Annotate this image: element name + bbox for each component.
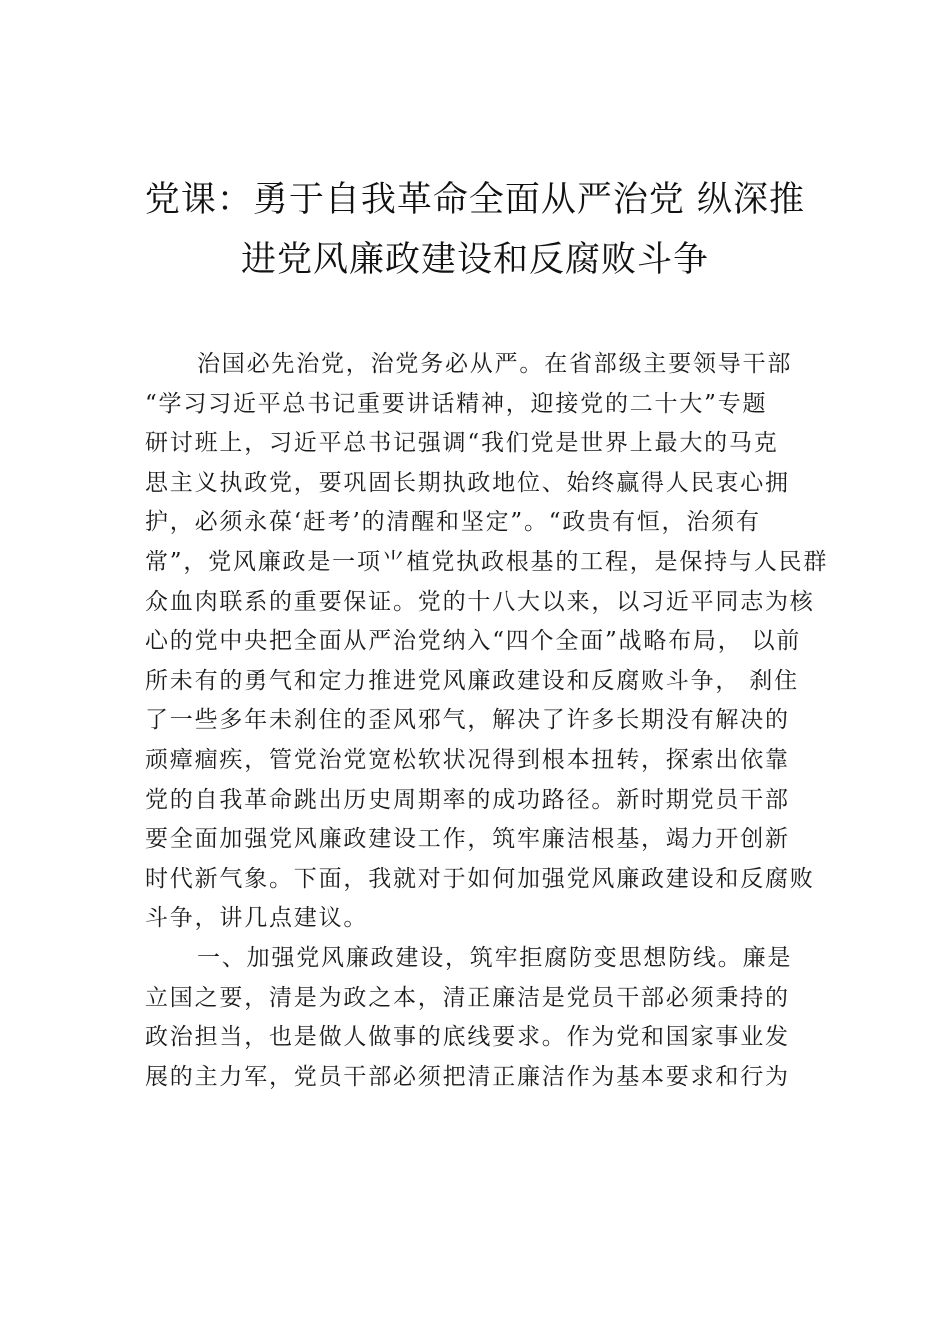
paragraph-1-line: 时代新气象。下面，我就对于如何加强党风廉政建设和反腐败 — [145, 865, 815, 892]
paragraph-1-line: 顽瘴痼疾，管党治党宽松软状况得到根本扭转，探索出依靠 — [145, 746, 790, 773]
paragraph-1-line: 心的党中央把全面从严治党纳入“四个全面”战略布局， 以前 — [145, 628, 802, 655]
paragraph-2-line: 立国之要，清是为政之本，清正廉洁是党员干部必须秉持的 — [145, 984, 790, 1011]
paragraph-1-line: 思主义执政党，要巩固长期执政地位、始终赢得人民衷心拥 — [145, 469, 790, 496]
paragraph-1-line: 斗争，讲几点建议。 — [145, 905, 369, 932]
paragraph-1-line: 治国必先治党，治党务必从严。在省部级主要领导干部 — [197, 351, 793, 377]
paragraph-1-line: 常”，党风廉政是一项⺌植党执政根基的工程，是保持与人民群 — [145, 548, 829, 575]
paragraph-1-line: 党的自我革命跳出历史周期率的成功路径。新时期党员干部 — [145, 786, 790, 813]
title-line-2: 进党风廉政建设和反腐败斗争 — [240, 240, 709, 280]
document-title — [0, 170, 950, 290]
paragraph-2-line: 展的主力军，党员干部必须把清正廉洁作为基本要求和行为 — [145, 1063, 790, 1090]
paragraph-1-line: 所未有的勇气和定力推进党风廉政建设和反腐败斗争， 刹住 — [145, 667, 799, 694]
paragraph-1-line: 要全面加强党风廉政建设工作，筑牢廉洁根基，竭力开创新 — [145, 826, 790, 853]
paragraph-1-line: 护，必须永葆‘赶考’的清醒和坚定”。“政贵有恒，治须有 — [145, 509, 761, 536]
paragraph-1-line: “学习习近平总书记重要讲话精神，迎接党的二十大”专题 — [145, 390, 768, 417]
paragraph-1-line: 了一些多年未刹住的歪风邪气，解决了许多长期没有解决的 — [145, 707, 790, 734]
paragraph-1-line: 众血肉联系的重要保证。党的十八大以来，以习近平同志为核 — [145, 588, 815, 615]
paragraph-2-line: 一、加强党风廉政建设，筑牢拒腐防变思想防线。廉是 — [197, 944, 793, 971]
paragraph-1-line: 研讨班上，习近平总书记强调“我们党是世界上最大的马克 — [145, 430, 779, 457]
paragraph-2-line: 政治担当，也是做人做事的底线要求。作为党和国家事业发 — [145, 1024, 790, 1051]
document-body — [145, 345, 829, 1097]
title-line-1: 党课：勇于自我革命全面从严治党 纵深推 — [144, 180, 806, 220]
